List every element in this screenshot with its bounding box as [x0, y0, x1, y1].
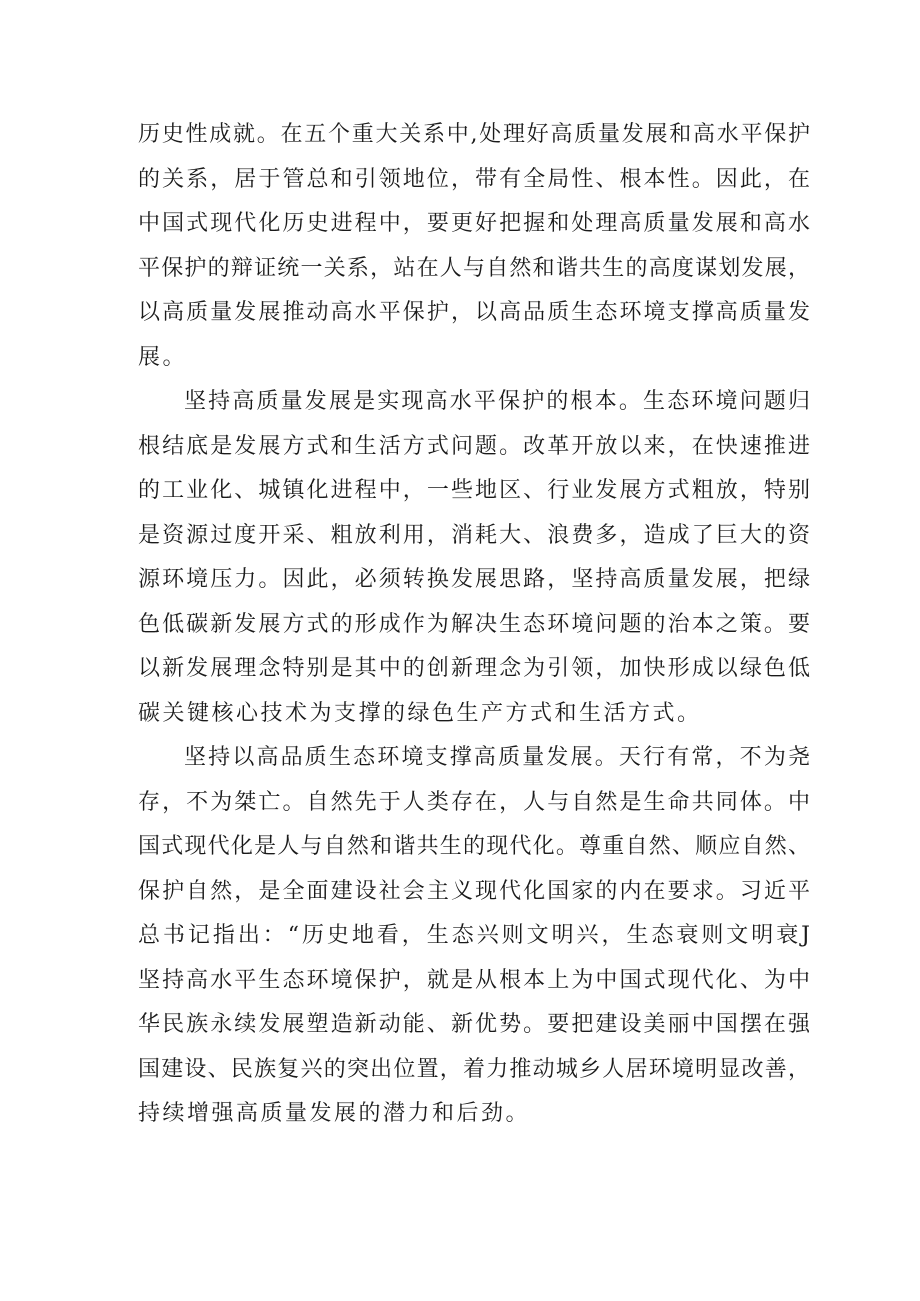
- text-line: 色低碳新发展方式的形成作为解决生态环境问题的治本之策。要: [138, 611, 810, 637]
- text-line: 坚持以高品质生态环境支撑高质量发展。天行有常，不为尧: [184, 745, 810, 770]
- text-line: 历史性成就。在五个重大关系中,处理好高质量发展和高水平保护: [138, 122, 810, 147]
- text-line: 以新发展理念特别是其中的创新理念为引领，加快形成以绿色低: [138, 656, 810, 681]
- text-line: 展。: [138, 344, 188, 370]
- text-line: 坚持高质量发展是实现高水平保护的根本。生态环境问题归: [184, 389, 810, 414]
- text-line: 源环境压力。因此，必须转换发展思路，坚持高质量发展，把绿: [138, 567, 810, 592]
- text-line: 是资源过度开采、粗放利用，消耗大、浪费多，造成了巨大的资: [138, 522, 810, 548]
- text-line: 总书记指出：“历史地看，生态兴则文明兴，生态衰则文明衰J: [138, 923, 810, 948]
- text-line: 持续增强高质量发展的潜力和后劲。: [138, 1101, 531, 1126]
- text-line: 国建设、民族复兴的突出位置，着力推动城乡人居环境明显改善，: [138, 1056, 810, 1082]
- text-line: 的关系，居于管总和引领地位，带有全局性、根本性。因此，在: [138, 166, 810, 192]
- text-line: 存，不为桀亡。自然先于人类存在，人与自然是生命共同体。中: [138, 789, 810, 815]
- text-line: 坚持高水平生态环境保护，就是从根本上为中国式现代化、为中: [138, 967, 810, 993]
- text-line: 华民族永续发展塑造新动能、新优势。要把建设美丽中国摆在强: [138, 1012, 810, 1037]
- paragraph-3: [138, 736, 810, 1137]
- text-line: 平保护的辩证统一关系，站在人与自然和谐共生的高度谋划发展，: [138, 255, 810, 281]
- text-line: 根结底是发展方式和生活方式问题。改革开放以来，在快速推进: [138, 433, 810, 459]
- text-line: 的工业化、城镇化进程中，一些地区、行业发展方式粗放，特别: [138, 478, 810, 503]
- paragraph-2: [138, 380, 810, 736]
- body-text: [138, 113, 810, 1137]
- text-line: 以高质量发展推动高水平保护，以高品质生态环境支撑高质量发: [138, 300, 810, 325]
- text-line: 碳关键核心技术为支撑的绿色生产方式和生活方式。: [138, 700, 702, 726]
- text-line: 国式现代化是人与自然和谐共生的现代化。尊重自然、顺应自然、: [138, 834, 810, 859]
- text-line: 中国式现代化历史进程中，要更好把握和处理高质量发展和高水: [138, 211, 810, 236]
- paragraph-1: [138, 113, 810, 380]
- text-line: 保护自然，是全面建设社会主义现代化国家的内在要求。习近平: [138, 878, 810, 904]
